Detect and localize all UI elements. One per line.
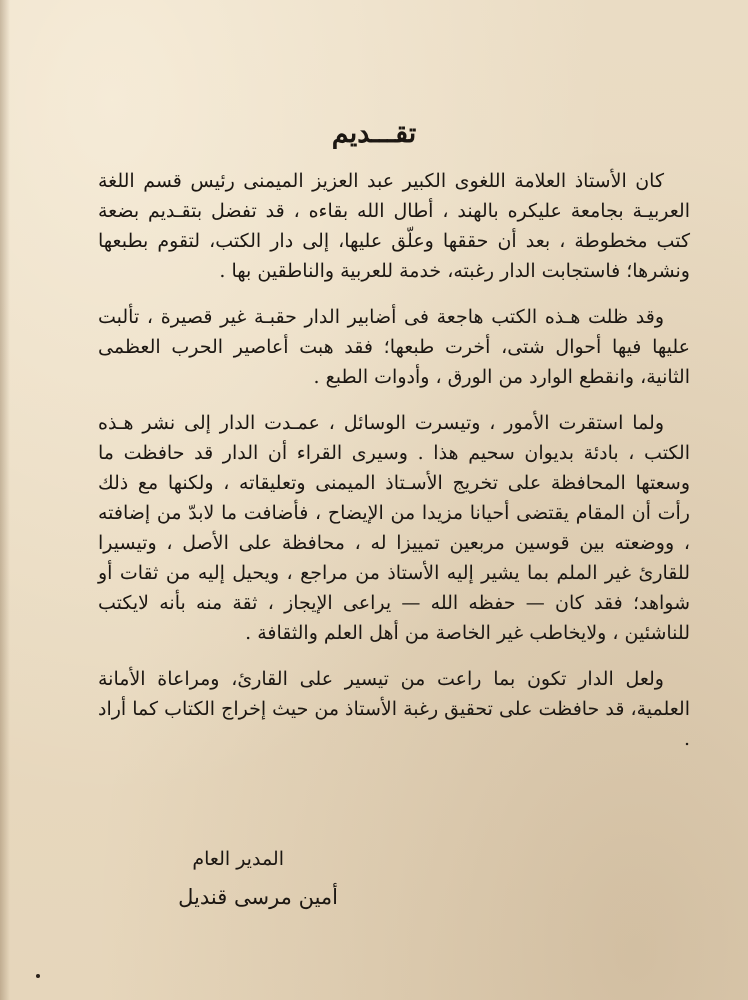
- paragraph: ولعل الدار تكون بما راعت من تيسير على القارئ، ومراعاة الأمانة العلمية، قد حافظت على تحقيق رغبة الأستاذ من حيث إخراج الكتاب كما أراد .: [97, 668, 690, 750]
- paragraph: ولما استقرت الأمور ، وتيسرت الوسائل ، عمـدت الدار إلى نشر هـذه الكتب ، بادئة بديوان سحيم هذا . وسيرى القراء أن الدار قد حافظت ما وسعتها المحافظة على تخريج الأسـتاذ الميمنى وتعليقاته ، ولكنها مع ذلك رأت أن المقام يقتضى أحيانا مزيدا من الإيضاح ، فأضافت ما لابدّ من إضافته ، ووضعته بين قوسين مربعين تمييزا له ، محافظة على الأصل ، وتيسيرا للقارئ غير الملم بما يشير إليه الأستاذ من مراجع ، ويحيل إليه من ثقات أو شواهد؛ فقد كان — حفظه الله — يراعى الإيجاز ، ثقة منه بأنه لايكتب للناشئين ، ولايخاطب غير الخاصة من أهل العلم والثقافة .: [98, 412, 690, 644]
- page-title: تقـــديم: [331, 118, 417, 149]
- body-text: [98, 166, 690, 754]
- signature-block: [178, 840, 338, 916]
- paragraph: كان الأستاذ العلامة اللغوى الكبير عبد العزيز الميمنى رئيس قسم اللغة العربيـة بجامعة عليكره بالهند ، أطال الله بقاءه ، قد تفضل بتقـديم بضعة كتب مخطوطة ، بعد أن حققها وعلّق عليها، إلى دار الكتب، لتقوم بطبعها ونشرها؛ فاستجابت الدار رغبته، خدمة للعربية والناطقين بها .: [98, 170, 690, 282]
- paragraph: وقد ظلت هـذه الكتب هاجعة فى أضابير الدار حقبـة غير قصيرة ، تألبت عليها فيها أحوال شتى، أخرت طبعها؛ فقد هبت أعاصير الحرب العظمى الثانية، وانقطع الوارد من الورق ، وأدوات الطبع .: [98, 306, 690, 388]
- ink-dot: [36, 974, 40, 978]
- signature-name: أمين مرسى قنديل: [178, 885, 338, 909]
- page-edge-shadow: [0, 0, 10, 1000]
- signature-title: المدير العام: [192, 848, 284, 870]
